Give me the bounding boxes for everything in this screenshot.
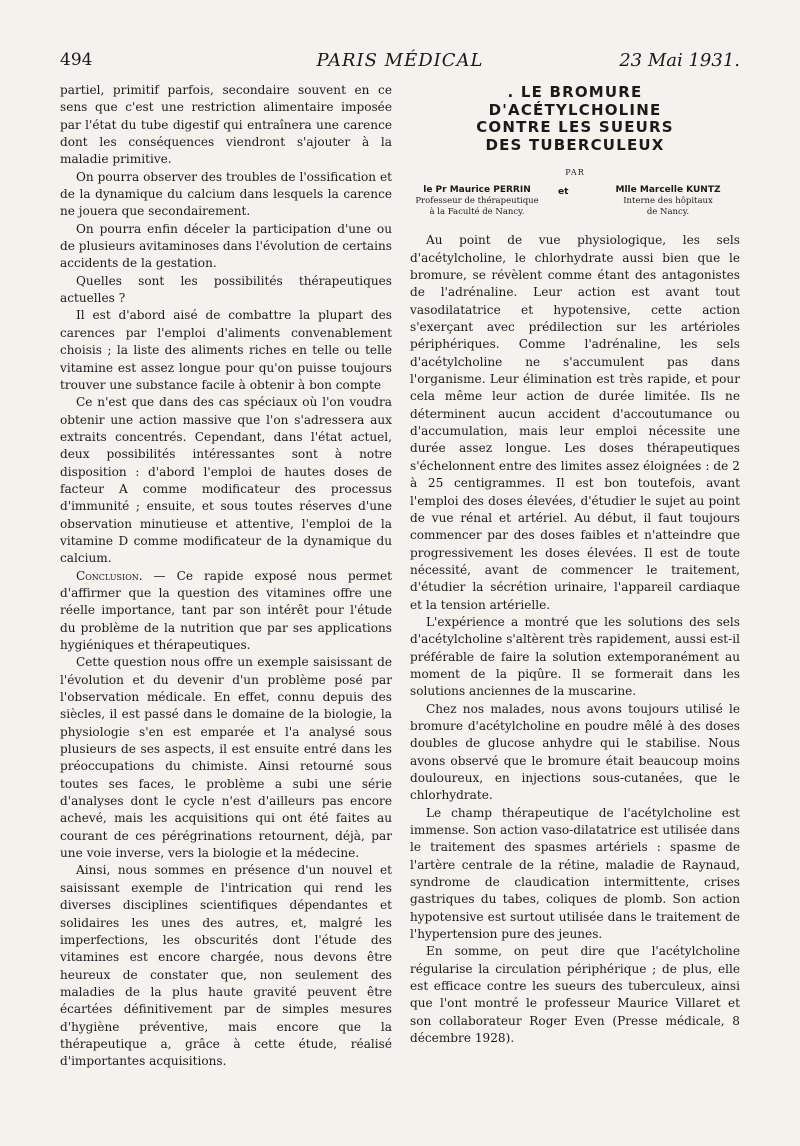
authors [410,184,740,224]
left-column [60,82,392,1071]
paragraph: Ainsi, nous sommes en présence d'un nouvel et saisissant exemple de l'intrication qui rend les diverses disciplines scientifiques dépendantes et solidaires les unes des autres, et, malgré les imperfections, les obscurités dont l'étude des vitamines est encore chargée, nous devons être heureux de constater que, non seulement des maladies de la plus haute gravité peuvent être écartées définitivement par de simples mesures d'hygiène préventive, mais encore que la thérapeutique a, grâce à cette étude, réalisé d'importantes acquisitions. [60,863,392,1069]
page-header [60,50,740,76]
paragraph: partiel, primitif parfois, secondaire souvent en ce sens que c'est une restriction alimentaire imposée par l'état du tube digestif qui entraînera une carence dont les conséquences viendront s'ajouter à la maladie primitive. [60,83,392,167]
title-line: . LE BROMURE [507,83,643,101]
right-column [410,84,740,1048]
paragraph: Cette question nous offre un exemple saisissant de l'évolution et du devenir d'un problème posé par l'observation médicale. En effet, connu depuis des siècles, il est passé dans le domaine de la biologie, la physiologie s'en est emparée et l'a analysé sous plusieurs de ses aspects, il est ensuite entré dans les préoccupations du chimiste. Ainsi retourné sous toutes ses faces, le problème a subi une série d'analyses dont le cycle n'est d'ailleurs pas encore achevé, mais les acquisitions qui ont été faites au courant de ces pérégrinations retournent, déjà, par une voie inverse, vers la biologie et la médecine. [60,655,392,861]
conclusion-paragraph [60,568,392,655]
paragraph: Ce n'est que dans des cas spéciaux où l'on voudra obtenir une action massive que l'on s'adressera aux extraits concentrés. Cependant, dans l'état actuel, deux possibilités intéressantes sont à notre disposition : d'abord l'emploi de hautes doses de facteur A comme modificateur des processus d'immunité ; ensuite, et sous toutes réserves d'une observation minutieuse et attentive, l'emploi de la vitamine D comme modificateur de la dynamique du calcium. [60,395,392,566]
author-kuntz [588,184,748,218]
paragraph: Le champ thérapeutique de l'acétylcholine est immense. Son action vaso-dilatatrice est utilisée dans le traitement des spasmes artériels : spasme de l'artère centrale de la rétine, maladie de Raynaud, syndrome de claudication intermittente, crises gastriques du tabes, coliques de plomb. Son action hypotensive est surtout utilisée dans le traitement de l'hypertension pure des jeunes. [410,805,740,942]
author-affiliation: à la Faculté de Nancy. [429,207,525,218]
conclusion-text: — Ce rapide exposé nous permet d'affirmer que la question des vitamines offre une réelle importance, tant par son intérêt pour l'étude du problème de la nutrition que par ses applications hygiéniques et thérapeutiques. [60,568,392,652]
page-number: 494 [60,50,93,70]
issue-date: 23 Mai 1931. [619,50,740,71]
author-conjunction: et [558,187,569,198]
title-line: D'ACÉTYLCHOLINE [488,100,662,119]
article-title [410,84,740,154]
byline-par: PAR [565,168,585,177]
paragraph: En somme, on peut dire que l'acétylcholine régularise la circulation périphérique ; de plus, elle est efficace contre les sueurs des tuberculeux, ainsi que l'ont montré le professeur Maurice Villaret et son collaborateur Roger Even (Presse médicale, 8 décembre 1928). [410,944,740,1046]
author-affiliation: Professeur de thérapeutique [415,196,539,207]
paragraph: On pourra observer des troubles de l'ossification et de la dynamique du calcium dans lesquels la carence ne jouera que secondairement. [60,169,392,219]
paragraph: Quelles sont les possibilités thérapeutiques actuelles ? [60,273,392,306]
title-line: CONTRE LES SUEURS [476,118,674,136]
conclusion-label: Conclusion. [76,568,143,583]
paragraph: L'expérience a montré que les solutions des sels d'acétylcholine s'altèrent très rapidement, aussi est-il préférable de faire la solution extemporanément au moment de la piqûre. Il se formerait dans les solutions anciennes de la muscarine. [410,614,740,699]
author-name: Mlle Marcelle KUNTZ [615,185,721,196]
paragraph: Il est d'abord aisé de combattre la plupart des carences par l'emploi d'aliments convenablement choisis ; la liste des aliments riches en telle ou telle vitamine est assez longue pour qu'on puisse toujours trouver une substance facile à obtenir à bon compte [60,308,392,392]
paragraph: Chez nos malades, nous avons toujours utilisé le bromure d'acétylcholine en poudre mêlé à des doses doubles de glucose anhydre qui le stabilise. Nous avons observé que le bromure était beaucoup moins douloureux, en injections sous-cutanées, que le chlorhydrate. [410,701,740,803]
running-title: PARIS MÉDICAL [316,50,484,71]
author-perrin [402,184,552,218]
paragraph: Au point de vue physiologique, les sels d'acétylcholine, le chlorhydrate aussi bien que le bromure, se révèlent comme étant des antagonistes de l'adrénaline. Leur action est avant tout vasodilatatrice et hypotensive, cette action s'exerçant avec prédilection sur les artérioles périphériques. Comme l'adrénaline, les sels d'acétylcholine ne s'accumulent pas dans l'organisme. Leur élimination est très rapide, et pour cela même leur action de durée limitée. Ils ne déterminent aucun accident d'accoutumance ou d'accumulation, mais leur emploi nécessite une durée assez longue. Les doses thérapeutiques s'échelonnent entre des limites assez éloignées : de 2 à 25 centigrammes. Il est bon toutefois, avant l'emploi des doses élevées, d'étudier le sujet au point de vue rénal et artériel. Au début, il faut toujours commencer par des doses faibles et n'atteindre que progressivement les doses élevées. Il est de toute nécessité, avant de commencer le traitement, d'étudier la sécrétion urinaire, l'appareil cardiaque et la tension artérielle. [410,233,740,612]
paragraph: On pourra enfin déceler la participation d'une ou de plusieurs avitaminoses dans l'évolution de certains accidents de la gestation. [60,221,392,271]
author-affiliation: de Nancy. [646,207,690,218]
author-name: le Pr Maurice PERRIN [423,185,531,196]
author-affiliation: Interne des hôpitaux [623,196,713,207]
title-line: DES TUBERCULEUX [485,135,665,154]
